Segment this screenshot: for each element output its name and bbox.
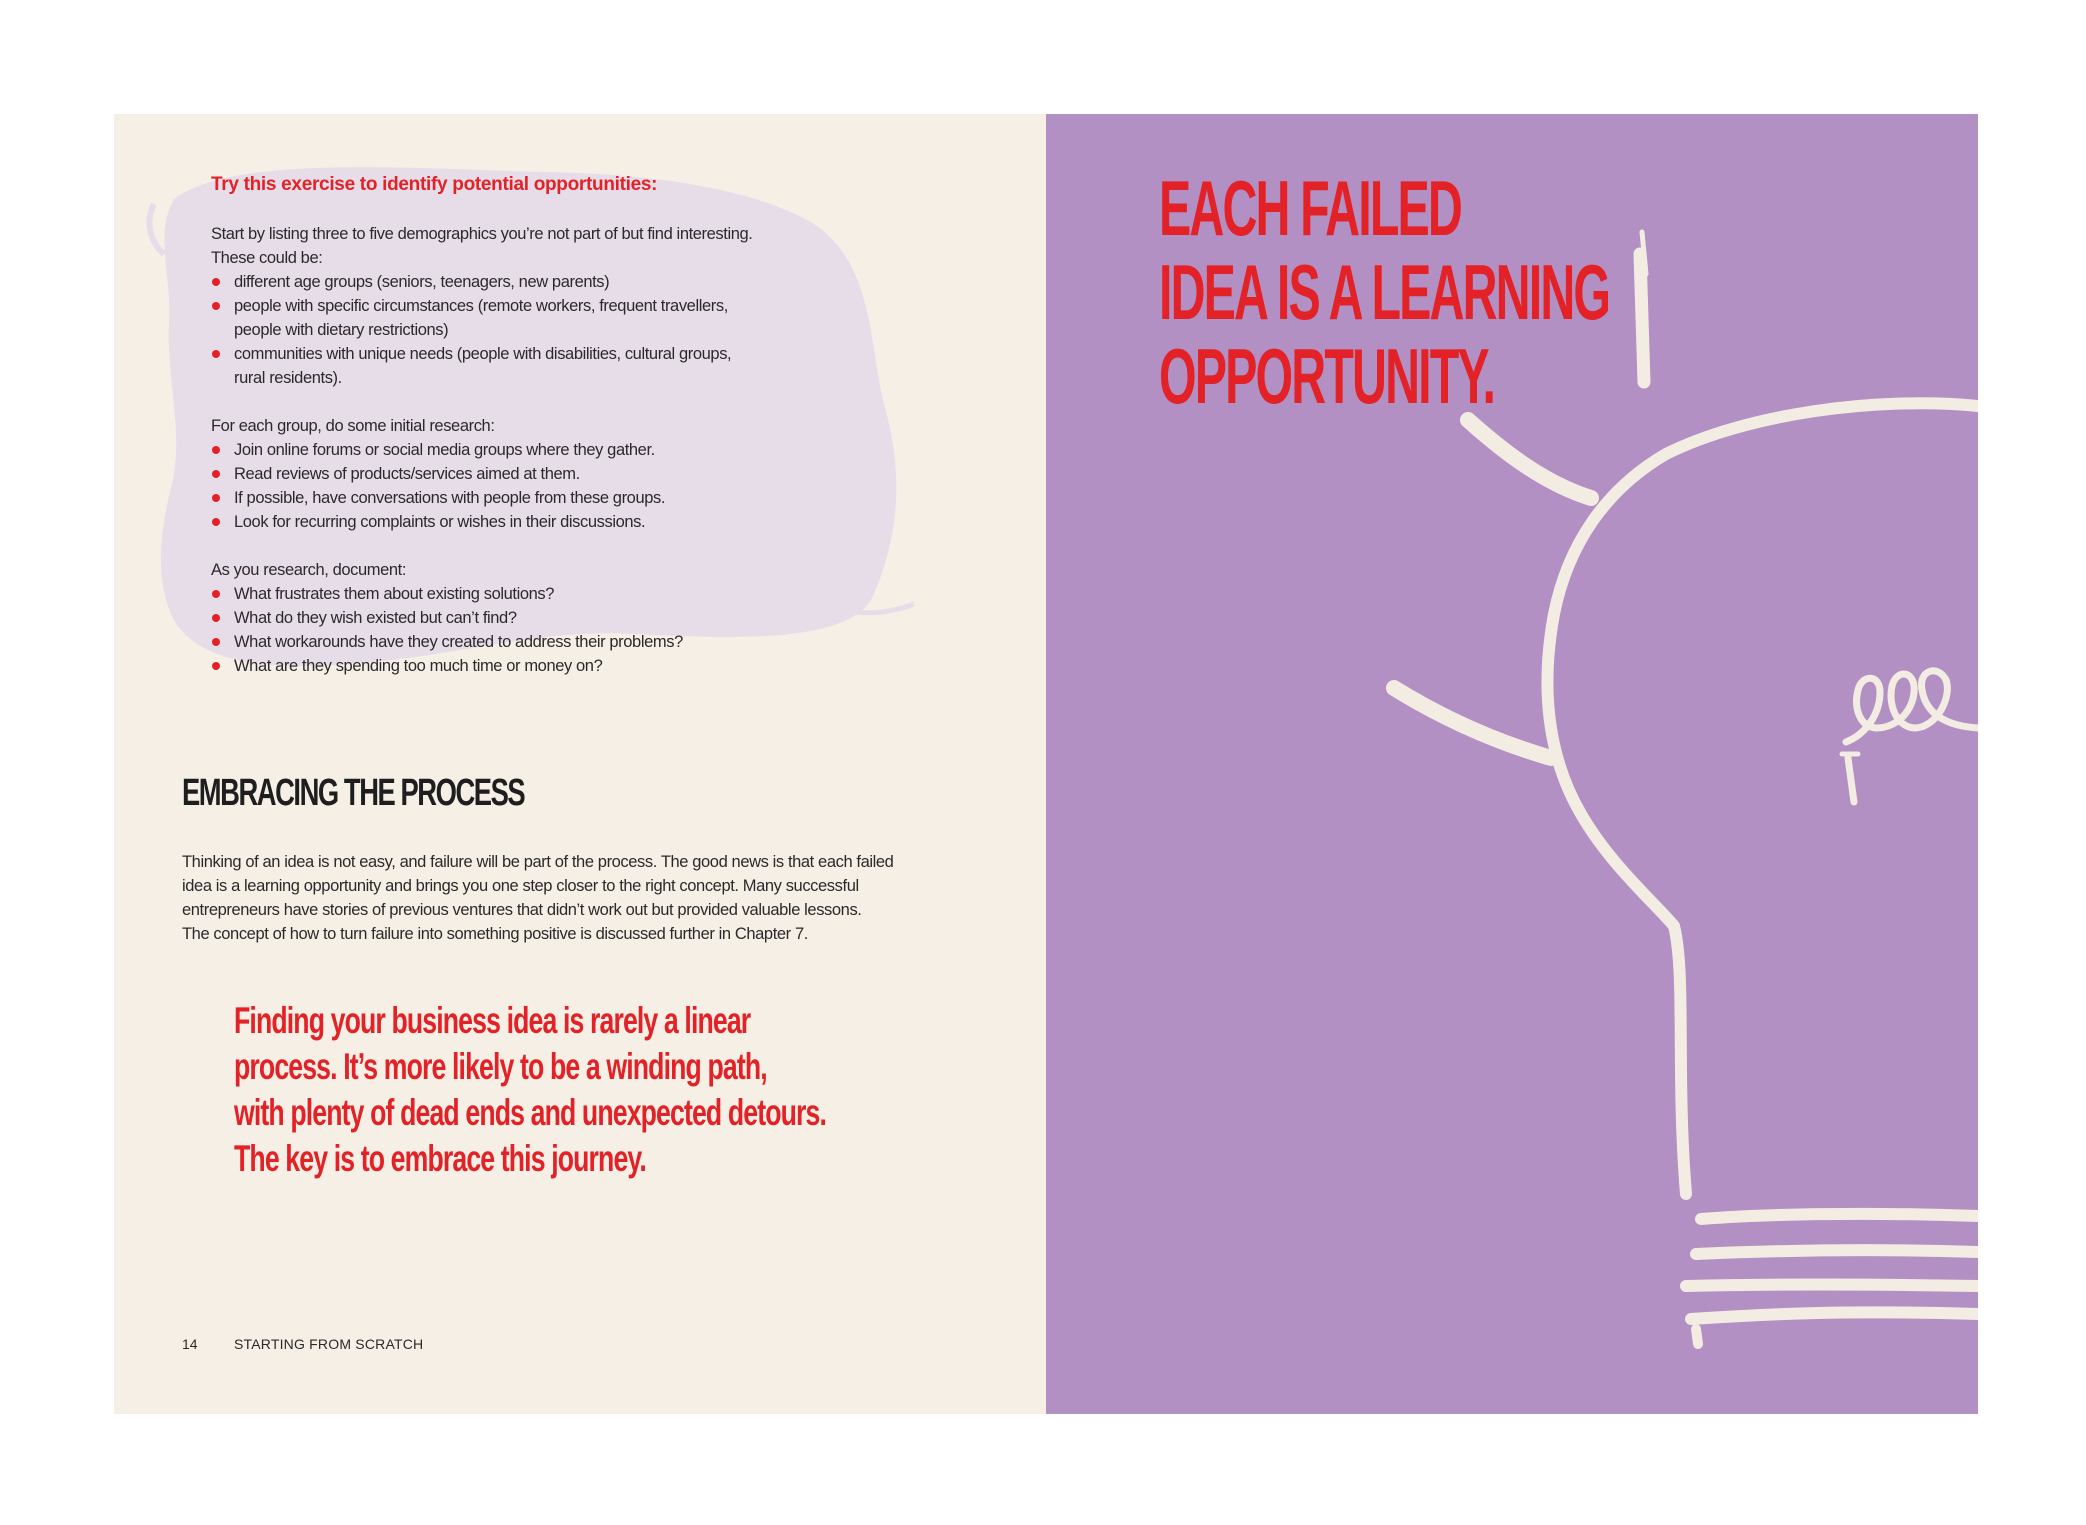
intro-line: These could be: (211, 249, 323, 267)
bullet-dot (212, 518, 220, 526)
document-list (211, 582, 851, 678)
feature-quote (1159, 166, 1609, 418)
pull-quote-line: process. It’s more likely to be a winding path, (234, 1046, 767, 1087)
document-intro: As you research, document: (211, 561, 407, 579)
body-line: entrepreneurs have stories of previous ventures that didn’t work out but provided valuable lessons. (182, 901, 862, 919)
list-item: What do they wish existed but can’t find? (211, 606, 851, 630)
feature-quote-line: OPPORTUNITY. (1159, 332, 1495, 420)
research-intro: For each group, do some initial research: (211, 417, 495, 435)
list-item: Look for recurring complaints or wishes in their discussions. (211, 510, 851, 534)
exercise-title: Try this exercise to identify potential opportunities: (211, 174, 658, 195)
bullet-dot (212, 446, 220, 454)
bullet-dot (212, 662, 220, 670)
list-item: people with specific circumstances (remote workers, frequent travellers, people with dietary restrictions) (211, 294, 851, 342)
right-page (1046, 114, 1978, 1414)
book-spread (114, 114, 1978, 1414)
feature-quote-line: EACH FAILED (1159, 164, 1461, 252)
research-block (211, 414, 851, 534)
list-item: What workarounds have they created to address their problems? (211, 630, 851, 654)
list-item: Join online forums or social media groups where they gather. (211, 438, 851, 462)
research-list (211, 438, 851, 534)
body-line: Thinking of an idea is not easy, and failure will be part of the process. The good news is that each failed (182, 853, 894, 871)
bullet-dot (212, 278, 220, 286)
bullet-dot (212, 494, 220, 502)
section-heading: EMBRACING THE PROCESS (182, 772, 525, 814)
bullet-dot (212, 302, 220, 310)
running-title: STARTING FROM SCRATCH (234, 1336, 424, 1352)
bullet-dot (212, 590, 220, 598)
intro-block (211, 222, 851, 390)
body-paragraph (182, 850, 942, 946)
pull-quote (234, 998, 826, 1182)
demographics-list (211, 270, 851, 390)
list-item: communities with unique needs (people with disabilities, cultural groups, rural residents). (211, 342, 851, 390)
exercise-box (211, 174, 851, 702)
bullet-dot (212, 470, 220, 478)
bullet-dot (212, 614, 220, 622)
pull-quote-line: with plenty of dead ends and unexpected detours. (234, 1092, 827, 1133)
list-item: different age groups (seniors, teenagers, new parents) (211, 270, 851, 294)
feature-quote-line: IDEA IS A LEARNING (1159, 248, 1610, 336)
bullet-dot (212, 350, 220, 358)
body-line: idea is a learning opportunity and brings you one step closer to the right concept. Many successful (182, 877, 859, 895)
list-item: What frustrates them about existing solutions? (211, 582, 851, 606)
left-page (114, 114, 1046, 1414)
intro-line: Start by listing three to five demographics you’re not part of but find interesting. (211, 225, 753, 243)
list-item: If possible, have conversations with people from these groups. (211, 486, 851, 510)
list-item: What are they spending too much time or money on? (211, 654, 851, 678)
document-block (211, 558, 851, 678)
pull-quote-line: Finding your business idea is rarely a linear (234, 1000, 751, 1041)
pull-quote-line: The key is to embrace this journey. (234, 1138, 646, 1179)
bullet-dot (212, 638, 220, 646)
page-number: 14 (182, 1336, 198, 1352)
body-line: The concept of how to turn failure into something positive is discussed further in Chapter 7. (182, 925, 808, 943)
list-item: Read reviews of products/services aimed at them. (211, 462, 851, 486)
